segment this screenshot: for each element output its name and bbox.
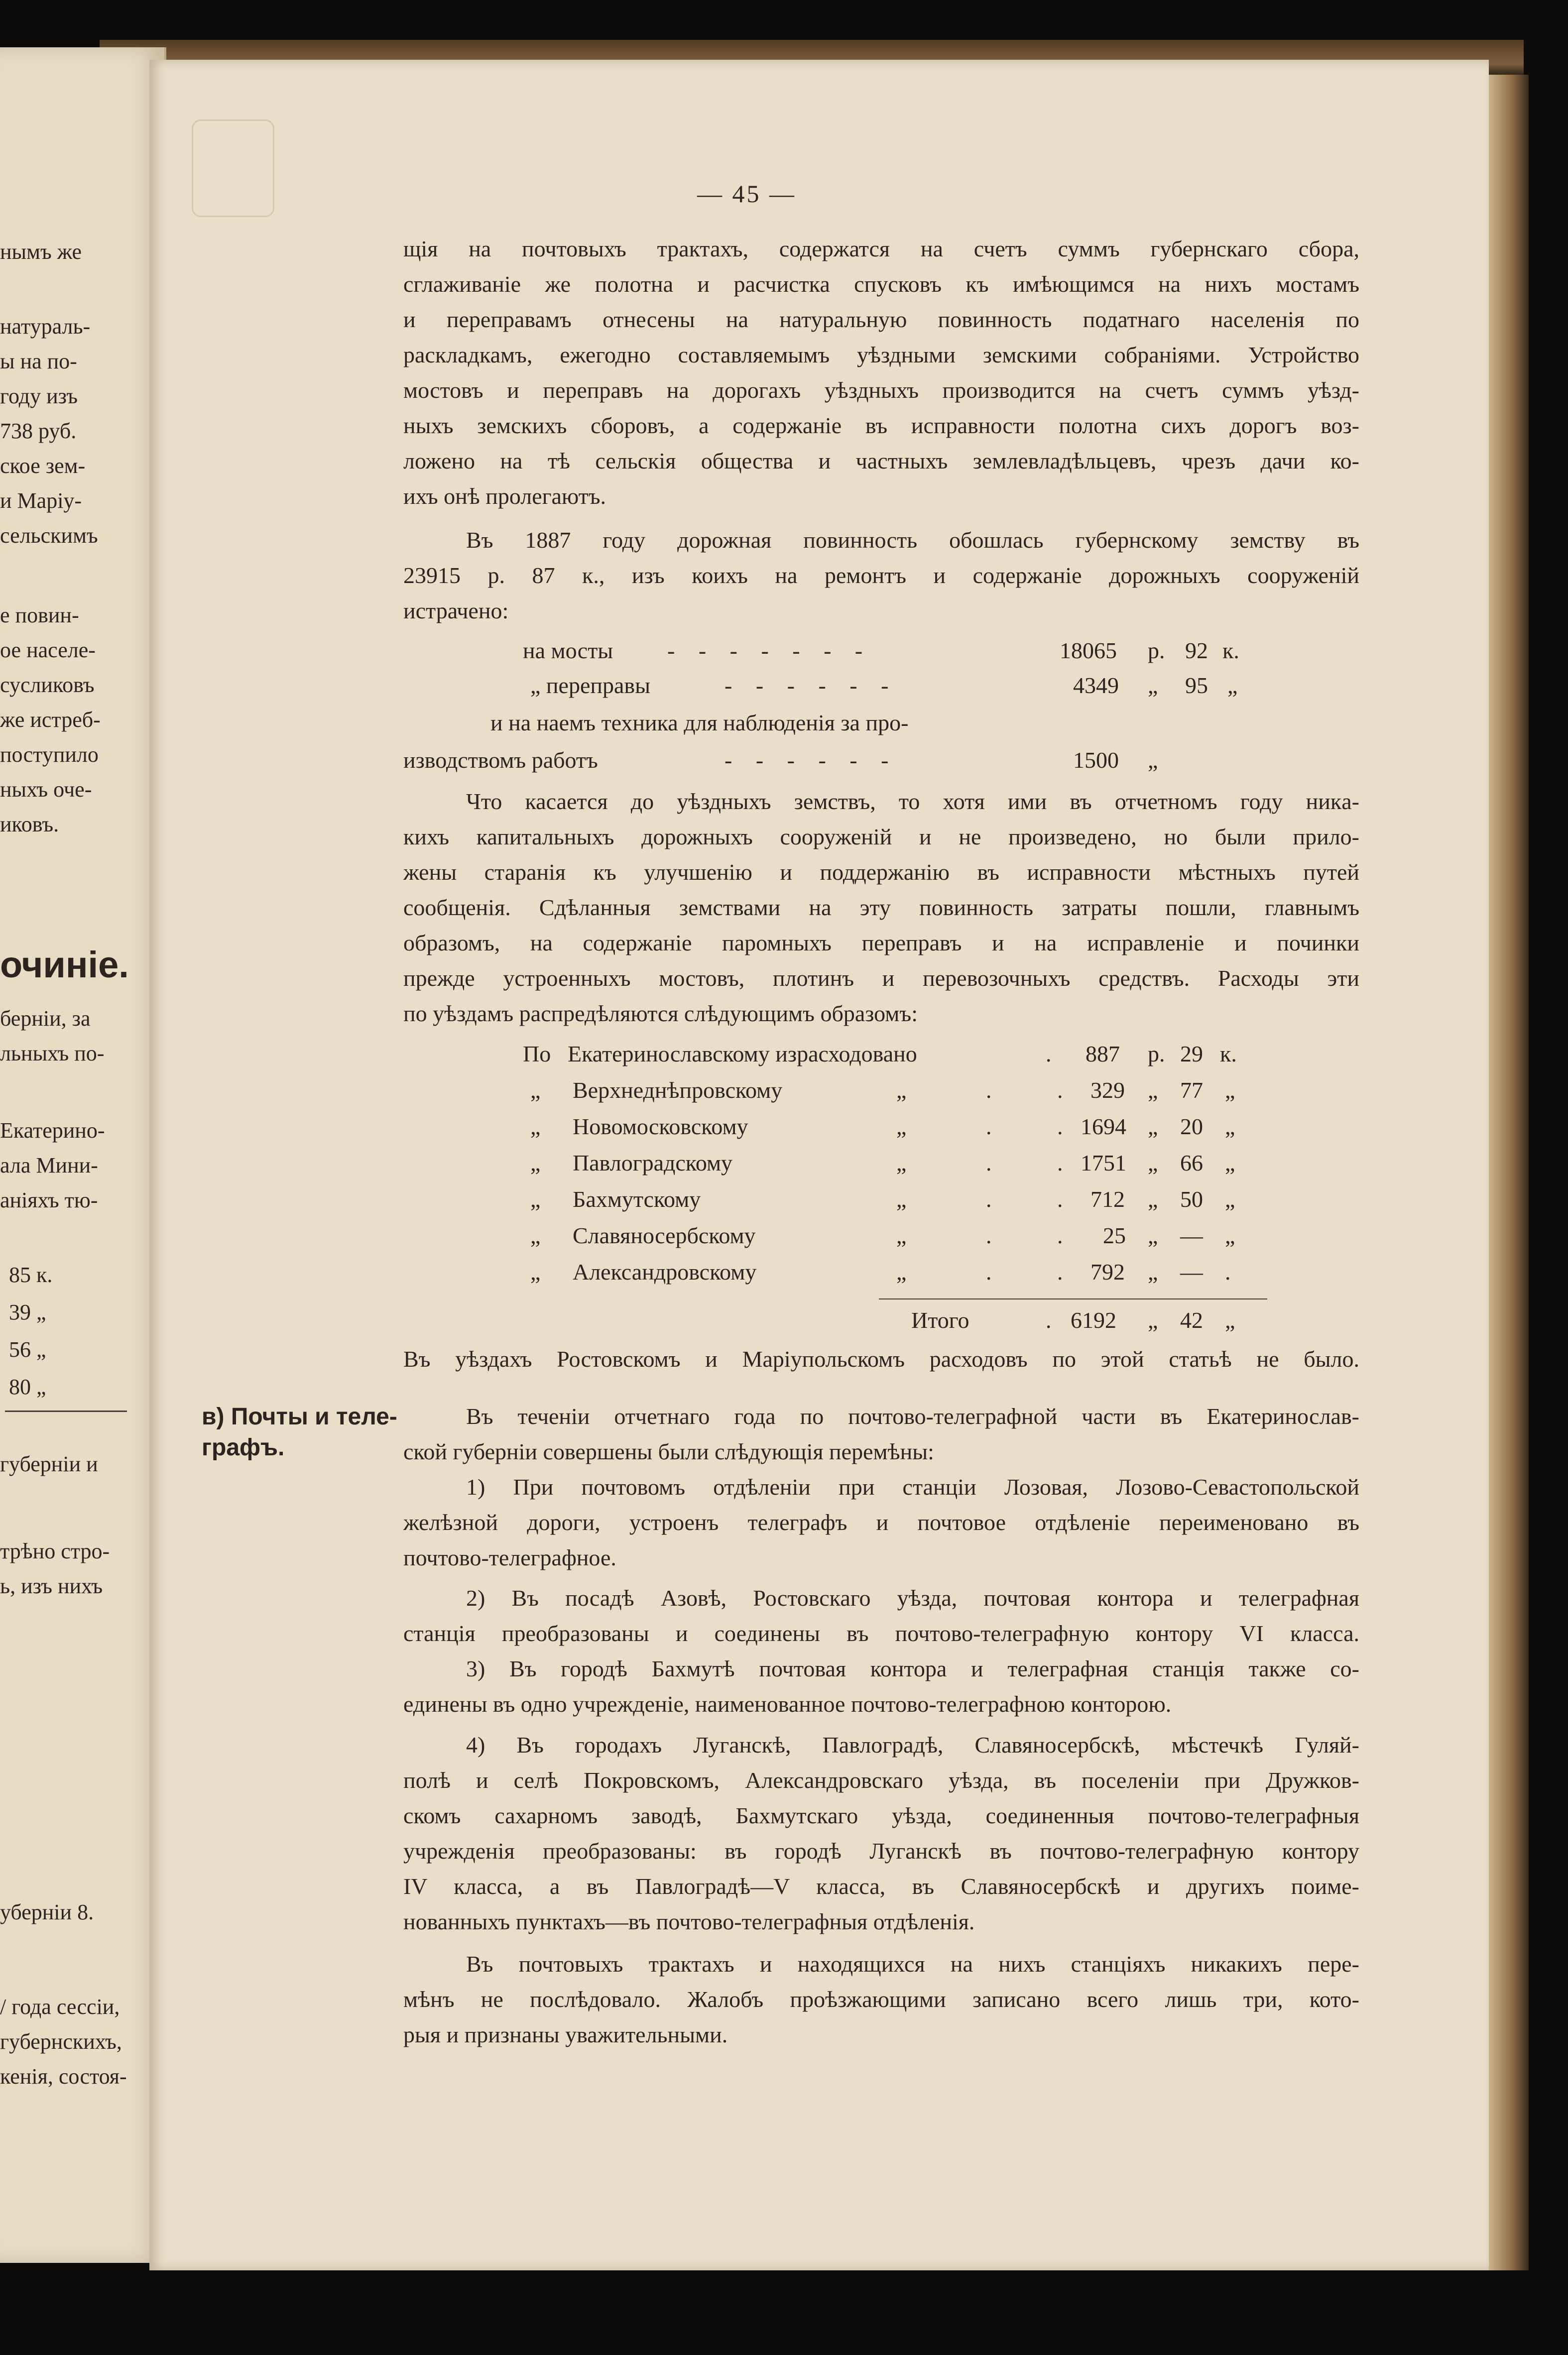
text-line: рыя и признаны уважительными. (403, 2022, 728, 2047)
road-cost-r: „ (1148, 747, 1158, 773)
prev-line: губернскихъ, (0, 2029, 122, 2054)
text-line: 1) При почтовомъ отдѣленіи при станціи Лозовая, Лозово-Севастопольской (466, 1474, 1359, 1500)
text-line: истрачено: (403, 598, 509, 623)
prev-line: 85 к. (9, 1263, 53, 1287)
county-rub: 887 (1086, 1041, 1120, 1066)
road-cost-label: изводствомъ работъ (403, 747, 598, 773)
county-kop: 66 (1180, 1150, 1203, 1176)
prev-line: / года сессіи, (0, 1995, 120, 2019)
text-line: полѣ и селѣ Покровскомъ, Александровскаго уѣзда, въ поселеніи при Дружков- (403, 1767, 1359, 1793)
total-k: „ (1225, 1307, 1235, 1333)
prev-line: льныхъ по- (0, 1041, 105, 1065)
prev-line: году изъ (0, 384, 78, 408)
county-kop: — (1180, 1259, 1203, 1285)
total-rub: 6192 (1071, 1307, 1116, 1333)
county-dot: . . (986, 1259, 1093, 1285)
total-r: „ (1148, 1307, 1158, 1333)
road-cost-dashes: - - - - - - (724, 673, 898, 698)
county-r: „ (1148, 1077, 1158, 1103)
county-prefix: По (523, 1041, 551, 1066)
road-cost-rub: 18065 (1060, 638, 1117, 663)
total-rule (879, 1298, 1267, 1299)
text-line: ихъ онѣ пролегаютъ. (403, 483, 606, 509)
text-line: желѣзной дороги, устроенъ телеграфъ и почтовое отдѣленіе переименовано въ (403, 1510, 1359, 1535)
prev-line: аніяхъ тю- (0, 1188, 98, 1212)
road-cost-kop: 95 (1185, 673, 1208, 698)
text-line: жены старанія къ улучшенію и поддержанію въ исправности мѣстныхъ путей (403, 859, 1359, 885)
prev-line: ь, изъ нихъ (0, 1574, 103, 1598)
page-number: — 45 — (697, 180, 796, 208)
text-line: Въ 1887 году дорожная повинность обошлась губернскому земству въ (466, 527, 1359, 553)
prev-line: е повин- (0, 603, 79, 627)
sidenote-line: в) Почты и теле- (202, 1404, 397, 1430)
county-rub: 792 (1090, 1259, 1125, 1285)
county-r: „ (1148, 1223, 1158, 1248)
text-line: учрежденія преобразованы: въ городѣ Луганскѣ въ почтово-телеграфную контору (403, 1838, 1359, 1864)
county-dot: . . (986, 1186, 1093, 1212)
prev-line: 738 руб. (0, 419, 77, 443)
previous-page (0, 47, 166, 2263)
prev-line: иковъ. (0, 812, 59, 836)
text-line: почтово-телеграфное. (403, 1545, 616, 1570)
prev-line: 56 „ (9, 1337, 46, 1362)
text-line: раскладкамъ, ежегодно составляемымъ уѣздными земскими собраніями. Устройство (403, 342, 1359, 367)
county-q: „ (896, 1077, 907, 1103)
text-line: мостовъ и переправъ на дорогахъ уѣздныхъ производится на счетъ суммъ уѣзд- (403, 377, 1359, 403)
county-k: . (1225, 1259, 1231, 1285)
county-k: „ (1225, 1150, 1235, 1176)
road-cost-label: „ переправы (530, 673, 651, 698)
prev-heading: очиніе. (0, 944, 129, 985)
road-cost-kop: 92 (1185, 638, 1208, 663)
county-name: Бахмутскому (573, 1186, 701, 1212)
text-line: IV класса, а въ Павлоградѣ—V класса, въ Славяносербскѣ и другихъ поиме- (403, 1874, 1359, 1899)
county-dot: . . (986, 1223, 1093, 1248)
county-r: „ (1148, 1150, 1158, 1176)
county-rub: 712 (1090, 1186, 1125, 1212)
total-label: Итого (911, 1307, 969, 1333)
county-rub: 329 (1090, 1077, 1125, 1103)
county-r: „ (1148, 1259, 1158, 1285)
county-r: „ (1148, 1114, 1158, 1139)
county-k: к. (1220, 1041, 1237, 1066)
prev-line: сусликовъ (0, 673, 95, 697)
county-prefix: „ (530, 1077, 541, 1103)
prev-line: губерніи и (0, 1452, 98, 1476)
prev-line: Екатерино- (0, 1118, 105, 1143)
text-line: 3) Въ городѣ Бахмутѣ почтовая контора и телеграфная станція также со- (466, 1656, 1359, 1681)
text-line: Въ теченіи отчетнаго года по почтово-телеграфной части въ Екатеринослав- (466, 1404, 1359, 1429)
prev-line: и Маріу- (0, 488, 82, 513)
county-k: „ (1225, 1114, 1235, 1139)
county-name: Верхнеднѣпровскому (573, 1077, 783, 1103)
road-cost-dashes: - - - - - - - (667, 638, 872, 663)
text-line: кихъ капитальныхъ дорожныхъ сооруженій и не произведено, но были прило- (403, 824, 1359, 849)
county-r: „ (1148, 1186, 1158, 1212)
text-line: нованныхъ пунктахъ—въ почтово-телеграфныя отдѣленія. (403, 1909, 975, 1934)
county-name: Славяносербскому (573, 1223, 756, 1248)
road-cost-k: к. (1222, 638, 1239, 663)
road-cost-dashes: - - - - - - (724, 747, 898, 773)
total-kop: 42 (1180, 1307, 1203, 1333)
county-name: Павлоградскому (573, 1150, 733, 1176)
county-kop: 29 (1180, 1041, 1203, 1066)
prev-line: нымъ же (0, 239, 82, 264)
county-dot: . . (986, 1150, 1093, 1176)
prev-line: кенія, состоя- (0, 2064, 127, 2089)
county-kop: 50 (1180, 1186, 1203, 1212)
county-k: „ (1225, 1223, 1235, 1248)
county-q: „ (896, 1150, 907, 1176)
prev-line: ское зем- (0, 454, 86, 478)
county-name: Александровскому (573, 1259, 757, 1285)
prev-line: ныхъ оче- (0, 777, 92, 802)
road-cost-label: и на наемъ техника для наблюденія за про- (490, 710, 909, 735)
road-cost-r: „ (1148, 673, 1158, 698)
county-rub: 1694 (1081, 1114, 1126, 1139)
text-line: 2) Въ посадѣ Азовѣ, Ростовскаго уѣзда, почтовая контора и телеграфная (466, 1585, 1359, 1611)
county-k: „ (1225, 1077, 1235, 1103)
text-line: скомъ сахарномъ заводѣ, Бахмутскаго уѣзда, соединенныя почтово-телеграфныя (403, 1803, 1359, 1828)
prev-line: 39 „ (9, 1300, 46, 1324)
text-line: 23915 р. 87 к., изъ коихъ на ремонтъ и содержаніе дорожныхъ сооруженій (403, 563, 1359, 588)
prev-line: уберніи 8. (0, 1900, 94, 1924)
text-line: станція преобразованы и соединены въ почтово-телеграфную контору VI класса. (403, 1621, 1359, 1646)
road-cost-k: „ (1227, 673, 1238, 698)
county-prefix: „ (530, 1150, 541, 1176)
county-dot: . . (986, 1077, 1093, 1103)
text-line: единены въ одно учрежденіе, наименованное почтово-телеграфною конторою. (403, 1691, 1172, 1717)
county-dot: . . (986, 1114, 1093, 1139)
total-dot: . (1046, 1307, 1052, 1333)
text-line: щія на почтовыхъ трактахъ, содержатся на счетъ суммъ губернскаго сбора, (403, 236, 1359, 261)
prev-line: натураль- (0, 314, 91, 339)
county-rub: 25 (1103, 1223, 1126, 1248)
prev-line: 80 „ (9, 1375, 46, 1399)
county-r: р. (1148, 1041, 1165, 1066)
text-line: по уѣздамъ распредѣляются слѣдующимъ образомъ: (403, 1001, 918, 1026)
county-rub: 1751 (1081, 1150, 1126, 1176)
prev-line: трѣно стро- (0, 1539, 110, 1563)
text-line: сообщенія. Сдѣланныя земствами на эту повинность затраты пошли, главнымъ (403, 895, 1359, 920)
prev-line: сельскимъ (0, 523, 98, 548)
sidenote-line: графъ. (202, 1434, 285, 1461)
text-line: Въ уѣздахъ Ростовскомъ и Маріупольскомъ расходовъ по этой статьѣ не было. (403, 1346, 1359, 1372)
county-name: Новомосковскому (573, 1114, 748, 1139)
county-prefix: „ (530, 1259, 541, 1285)
prev-line: берніи, за (0, 1006, 91, 1031)
road-cost-r: р. (1148, 638, 1165, 663)
page-edge (1489, 75, 1529, 2270)
text-line: сглаживаніе же полотна и расчистка спусковъ къ имѣющимся на нихъ мостамъ (403, 271, 1359, 297)
county-q: „ (896, 1259, 907, 1285)
text-line: образомъ, на содержаніе паромныхъ переправъ и на исправленіе и починки (403, 930, 1359, 955)
prev-line: же истреб- (0, 707, 101, 732)
county-kop: 20 (1180, 1114, 1203, 1139)
county-prefix: „ (530, 1114, 541, 1139)
text-line: Что касается до уѣздныхъ земствъ, то хотя ими въ отчетномъ году никa- (466, 789, 1359, 814)
county-kop: 77 (1180, 1077, 1203, 1103)
prev-line: ое населе- (0, 638, 96, 662)
text-line: ской губерніи совершены были слѣдующія перемѣны: (403, 1439, 934, 1464)
text-line: ныхъ земскихъ сборовъ, а содержаніе въ исправности полотна сихъ дорогъ воз- (403, 413, 1359, 438)
county-k: „ (1225, 1186, 1235, 1212)
prev-line: ы на по- (0, 349, 77, 373)
prev-line: ала Мини- (0, 1153, 98, 1178)
embossed-stamp (192, 119, 274, 217)
county-q: „ (896, 1114, 907, 1139)
road-cost-label: на мосты (523, 638, 613, 663)
county-dot: . (1046, 1041, 1052, 1066)
text-line: 4) Въ городахъ Луганскѣ, Павлоградѣ, Славяносербскѣ, мѣстечкѣ Гуляй- (466, 1732, 1359, 1758)
section-sidenote (202, 1402, 397, 1463)
county-kop: — (1180, 1223, 1203, 1248)
county-name: Екатеринославскому израсходовано (568, 1041, 917, 1066)
prev-line: поступило (0, 742, 99, 767)
road-cost-rub: 4349 (1073, 673, 1119, 698)
county-prefix: „ (530, 1186, 541, 1212)
text-line: и переправамъ отнесены на натуральную повинность податнаго населенія по (403, 307, 1359, 332)
county-prefix: „ (530, 1223, 541, 1248)
prev-sum-rule (5, 1411, 127, 1412)
county-q: „ (896, 1223, 907, 1248)
text-line: Въ почтовыхъ трактахъ и находящихся на нихъ станціяхъ никакихъ пере- (466, 1951, 1359, 1977)
text-line: прежде устроенныхъ мостовъ, плотинъ и перевозочныхъ средствъ. Расходы эти (403, 965, 1359, 991)
county-q: „ (896, 1186, 907, 1212)
text-line: ложено на тѣ сельскія общества и частныхъ землевладѣльцевъ, чрезъ дачи ко- (403, 448, 1359, 473)
text-line: мѣнъ не послѣдовало. Жалобъ проѣзжающими записано всего лишь три, кото- (403, 1987, 1359, 2012)
road-cost-rub: 1500 (1073, 747, 1119, 773)
